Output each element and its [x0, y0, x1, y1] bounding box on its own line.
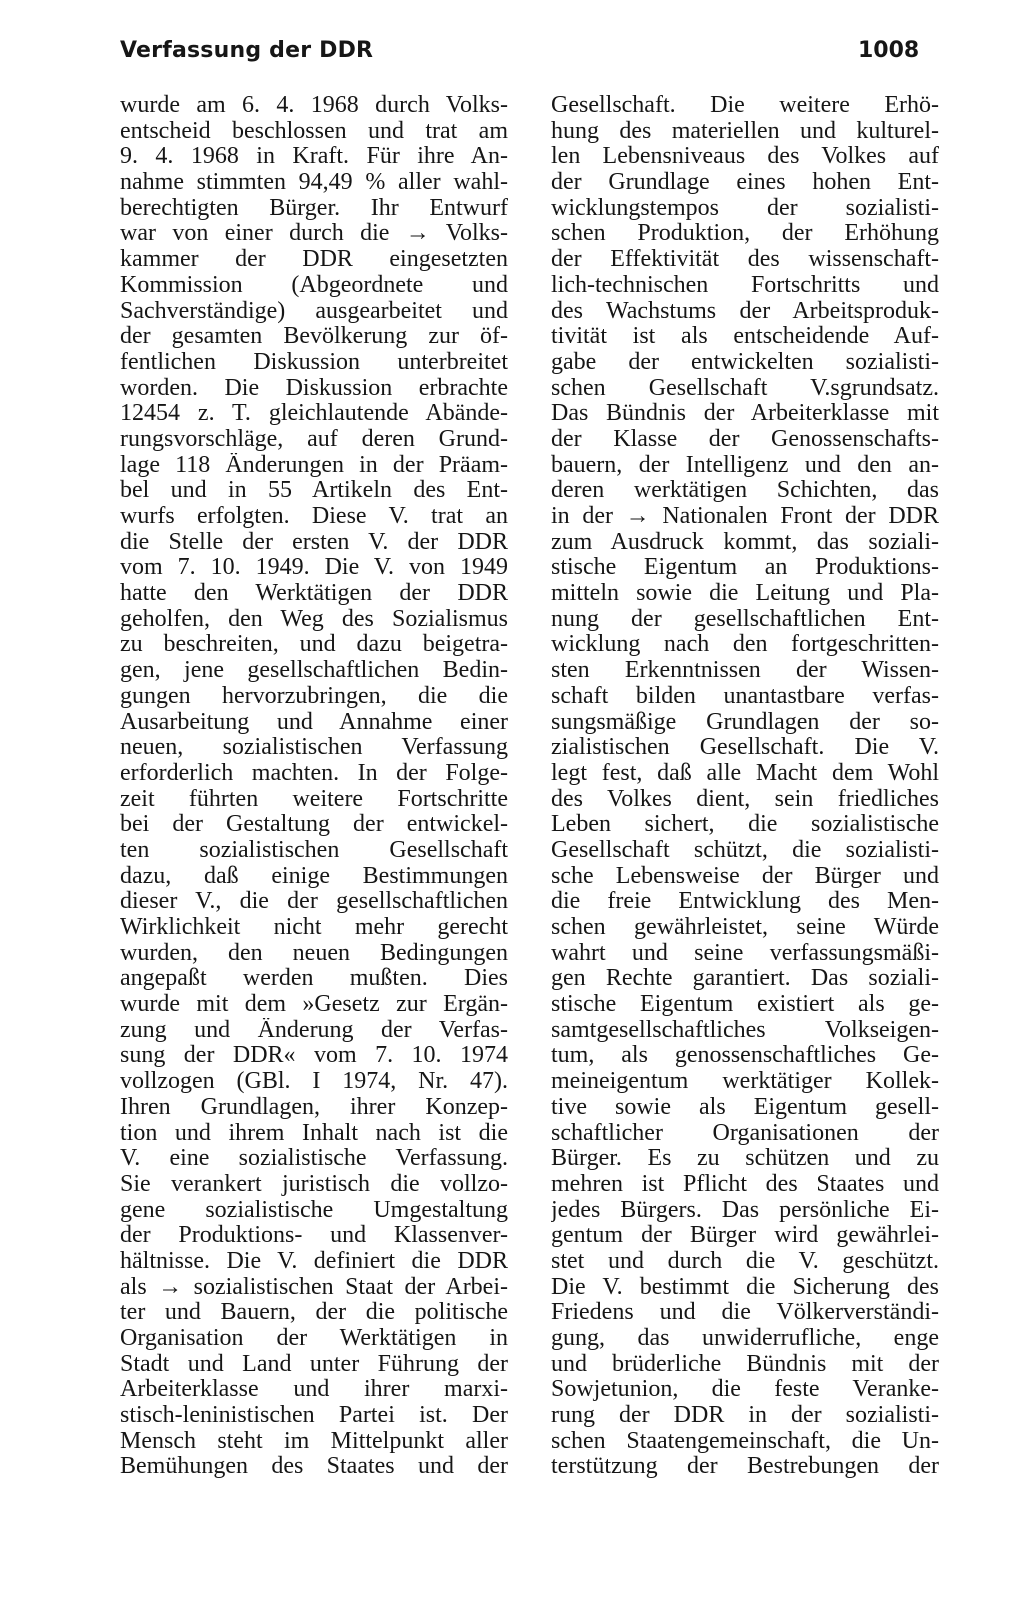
- text-line: legt fest, daß alle Macht dem Wohl: [551, 760, 939, 786]
- text-line: schen Staatengemeinschaft, die Un-: [551, 1428, 939, 1454]
- text-line: gen, jene gesellschaftlichen Bedin-: [120, 658, 508, 684]
- text-line: wurde am 6. 4. 1968 durch Volks-: [120, 93, 508, 118]
- text-line: die freie Entwicklung des Men-: [551, 889, 939, 915]
- text-line: wurfs erfolgten. Diese V. trat an: [120, 504, 508, 529]
- text-line: Mensch steht im Mittelpunkt aller: [120, 1428, 508, 1454]
- text-line: hung des materiellen und kulturel-: [551, 118, 939, 144]
- text-line: Arbeiterklasse und ihrer marxi-: [120, 1377, 508, 1403]
- text-line: worden. Die Diskussion erbrachte: [120, 375, 508, 401]
- text-line: Bürger. Es zu schützen und zu: [551, 1146, 939, 1172]
- right-text-column: [551, 93, 939, 1480]
- text-line: zialistischen Gesellschaft. Die V.: [551, 735, 939, 761]
- text-line: vollzogen (GBl. I 1974, Nr. 47).: [120, 1069, 508, 1095]
- text-line: bel und in 55 Artikeln des Ent-: [120, 478, 508, 504]
- text-line: war von einer durch die → Volks-: [120, 221, 508, 247]
- text-line: Ihren Grundlagen, ihrer Konzep-: [120, 1094, 508, 1120]
- text-line: zung und Änderung der Verfas-: [120, 1017, 508, 1043]
- text-line: sten Erkenntnissen der Wissen-: [551, 658, 939, 684]
- text-line: jedes Bürgers. Das persönliche Ei-: [551, 1197, 939, 1223]
- text-line: Kommission (Abgeordnete und: [120, 272, 508, 298]
- text-line: Ausarbeitung und Annahme einer: [120, 709, 508, 735]
- text-line: schen gewährleistet, seine Würde: [551, 915, 939, 940]
- text-line: kammer der DDR eingesetzten: [120, 247, 508, 273]
- text-line: die Stelle der ersten V. der DDR: [120, 529, 508, 555]
- text-line: fentlichen Diskussion unterbreitet: [120, 349, 508, 375]
- text-line: schen Gesellschaft V.sgrundsatz.: [551, 375, 939, 401]
- text-line: gentum der Bürger wird gewährlei-: [551, 1223, 939, 1249]
- text-line: als → sozialistischen Staat der Arbei-: [120, 1274, 508, 1300]
- text-line: angepaßt werden mußten. Dies: [120, 966, 508, 992]
- text-line: Sie verankert juristisch die vollzo-: [120, 1171, 508, 1197]
- text-line: wurden, den neuen Bedingungen: [120, 940, 508, 966]
- text-line: in der → Nationalen Front der DDR: [551, 504, 939, 529]
- text-line: und brüderliche Bündnis mit der: [551, 1351, 939, 1377]
- text-line: schaftlicher Organisationen der: [551, 1120, 939, 1146]
- text-line: wicklungstempos der sozialisti-: [551, 195, 939, 221]
- text-line: Stadt und Land unter Führung der: [120, 1351, 508, 1377]
- text-line: rungsvorschläge, auf deren Grund-: [120, 426, 508, 452]
- text-line: Sachverständige) ausgearbeitet und: [120, 298, 508, 324]
- text-line: berechtigten Bürger. Ihr Entwurf: [120, 195, 508, 221]
- text-line: gen Rechte garantiert. Das soziali-: [551, 966, 939, 992]
- text-line: des Wachstums der Arbeitsproduk-: [551, 298, 939, 324]
- text-line: wahrt und seine verfassungsmäßi-: [551, 940, 939, 966]
- text-line: mitteln sowie die Leitung und Pla-: [551, 581, 939, 607]
- text-line: V. eine sozialistische Verfassung.: [120, 1146, 508, 1172]
- text-line: der Klasse der Genossenschafts-: [551, 426, 939, 452]
- text-line: vom 7. 10. 1949. Die V. von 1949: [120, 555, 508, 581]
- text-line: geholfen, den Weg des Sozialismus: [120, 606, 508, 632]
- text-line: mehren ist Pflicht des Staates und: [551, 1171, 939, 1197]
- text-line: entscheid beschlossen und trat am: [120, 118, 508, 144]
- text-line: Die V. bestimmt die Sicherung des: [551, 1274, 939, 1300]
- page-number: 1008: [858, 38, 920, 63]
- text-line: zum Ausdruck kommt, das soziali-: [551, 529, 939, 555]
- text-line: tum, als genossenschaftliches Ge-: [551, 1043, 939, 1069]
- text-line: ter und Bauern, der die politische: [120, 1300, 508, 1326]
- text-line: gungen hervorzubringen, die die: [120, 683, 508, 709]
- text-line: 9. 4. 1968 in Kraft. Für ihre An-: [120, 144, 508, 170]
- text-line: terstützung der Bestrebungen der: [551, 1454, 939, 1480]
- text-line: der Grundlage eines hohen Ent-: [551, 170, 939, 196]
- text-line: lich-technischen Fortschritts und: [551, 272, 939, 298]
- text-line: der gesamten Bevölkerung zur öf-: [120, 324, 508, 350]
- text-line: 12454 z. T. gleichlautende Abände-: [120, 401, 508, 427]
- text-line: tive sowie als Eigentum gesell-: [551, 1094, 939, 1120]
- text-line: samtgesellschaftliches Volkseigen-: [551, 1017, 939, 1043]
- text-line: Bemühungen des Staates und der: [120, 1454, 508, 1480]
- text-line: des Volkes dient, sein friedliches: [551, 786, 939, 812]
- running-head-title: Verfassung der DDR: [120, 38, 374, 63]
- text-line: stet und durch die V. geschützt.: [551, 1248, 939, 1274]
- text-line: gabe der entwickelten sozialisti-: [551, 349, 939, 375]
- text-line: Friedens und die Völkerverständi-: [551, 1300, 939, 1326]
- text-line: bei der Gestaltung der entwickel-: [120, 812, 508, 838]
- text-line: gene sozialistische Umgestaltung: [120, 1197, 508, 1223]
- text-line: tion und ihrem Inhalt nach ist die: [120, 1120, 508, 1146]
- text-line: dieser V., die der gesellschaftlichen: [120, 889, 508, 915]
- text-line: meineigentum werktätiger Kollek-: [551, 1069, 939, 1095]
- text-line: Das Bündnis der Arbeiterklasse mit: [551, 401, 939, 427]
- text-line: stisch-leninistischen Partei ist. Der: [120, 1403, 508, 1429]
- text-line: nahme stimmten 94,49 % aller wahl-: [120, 170, 508, 196]
- text-line: ten sozialistischen Gesellschaft: [120, 837, 508, 863]
- text-line: zeit führten weitere Fortschritte: [120, 786, 508, 812]
- text-line: neuen, sozialistischen Verfassung: [120, 735, 508, 761]
- text-line: wicklung nach den fortgeschritten-: [551, 632, 939, 658]
- left-text-column: [120, 93, 508, 1480]
- text-line: sungsmäßige Grundlagen der so-: [551, 709, 939, 735]
- text-line: erforderlich machten. In der Folge-: [120, 760, 508, 786]
- text-line: hatte den Werktätigen der DDR: [120, 581, 508, 607]
- text-line: Sowjetunion, die feste Veranke-: [551, 1377, 939, 1403]
- text-line: Organisation der Werktätigen in: [120, 1326, 508, 1351]
- text-line: Gesellschaft. Die weitere Erhö-: [551, 93, 939, 118]
- text-line: len Lebensniveaus des Volkes auf: [551, 144, 939, 170]
- text-line: nung der gesellschaftlichen Ent-: [551, 606, 939, 632]
- text-line: stische Eigentum existiert als ge-: [551, 992, 939, 1018]
- text-line: tivität ist als entscheidende Auf-: [551, 324, 939, 350]
- text-line: der Effektivität des wissenschaft-: [551, 247, 939, 273]
- text-line: Wirklichkeit nicht mehr gerecht: [120, 915, 508, 940]
- text-line: gung, das unwiderrufliche, enge: [551, 1326, 939, 1351]
- text-line: sung der DDR« vom 7. 10. 1974: [120, 1043, 508, 1069]
- text-line: schaft bilden unantastbare verfas-: [551, 683, 939, 709]
- text-line: lage 118 Änderungen in der Präam-: [120, 452, 508, 478]
- text-line: rung der DDR in der sozialisti-: [551, 1403, 939, 1429]
- text-line: bauern, der Intelligenz und den an-: [551, 452, 939, 478]
- text-line: der Produktions- und Klassenver-: [120, 1223, 508, 1249]
- text-line: Leben sichert, die sozialistische: [551, 812, 939, 838]
- text-line: sche Lebensweise der Bürger und: [551, 863, 939, 889]
- text-line: dazu, daß einige Bestimmungen: [120, 863, 508, 889]
- text-line: deren werktätigen Schichten, das: [551, 478, 939, 504]
- text-line: Gesellschaft schützt, die sozialisti-: [551, 837, 939, 863]
- text-line: wurde mit dem »Gesetz zur Ergän-: [120, 992, 508, 1018]
- text-line: hältnisse. Die V. definiert die DDR: [120, 1248, 508, 1274]
- text-line: stische Eigentum an Produktions-: [551, 555, 939, 581]
- text-line: zu beschreiten, und dazu beigetra-: [120, 632, 508, 658]
- text-line: schen Produktion, der Erhöhung: [551, 221, 939, 247]
